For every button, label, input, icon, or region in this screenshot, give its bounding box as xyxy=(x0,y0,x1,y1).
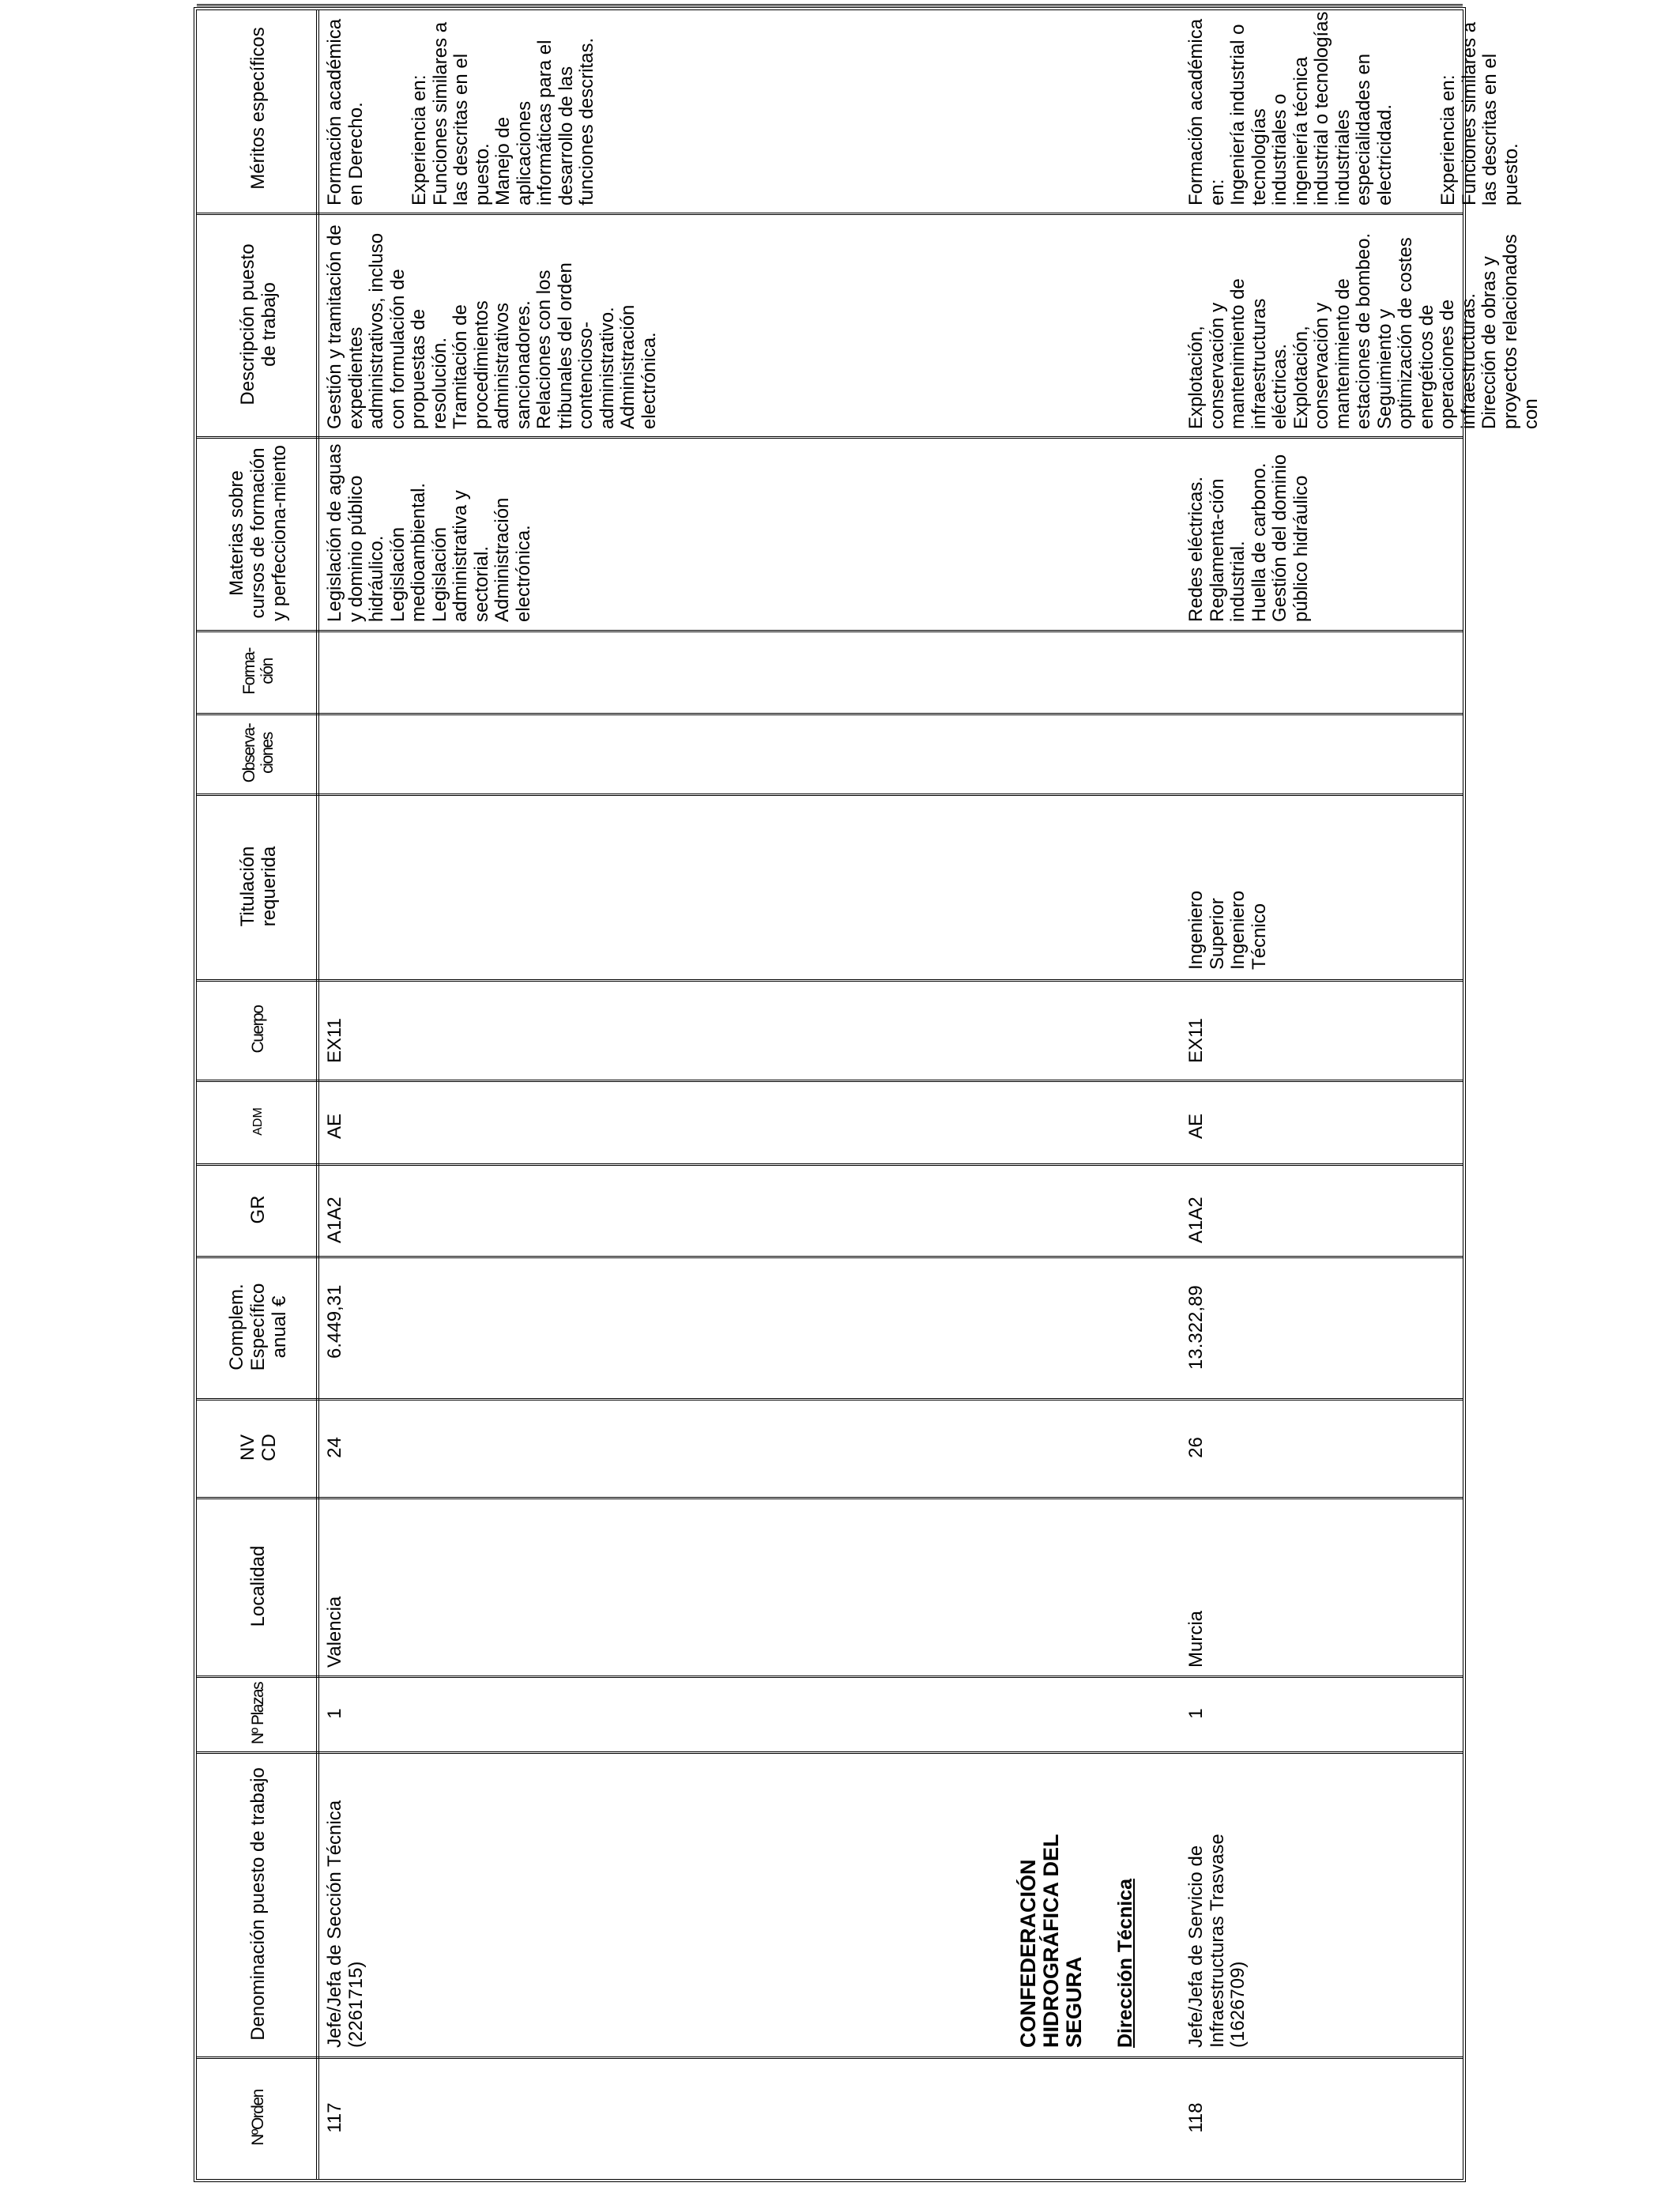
header-complemento: Complem. Específico anual € xyxy=(226,1283,290,1371)
col-adm xyxy=(197,1080,1463,1163)
section-subtitle: Dirección Técnica xyxy=(1114,1879,1136,2048)
row-grupo: A1A2 xyxy=(324,1197,345,1243)
col-titulacion xyxy=(197,794,1463,979)
row-meritos xyxy=(1186,7,1522,209)
row-meritos xyxy=(325,7,598,209)
header-observaciones: Observa-ciones xyxy=(239,723,277,783)
header-meritos: Méritos específicos xyxy=(247,27,269,190)
descripcion-item: Relaciones con los tribunales del orden contencioso-administrativo. xyxy=(533,262,618,429)
merito-item: Manejo de aplicaciones informáticas para el desarrollo de las funciones descritas. xyxy=(492,37,597,205)
materia-item: Huella de carbono. xyxy=(1248,462,1270,622)
header-adm: ADM xyxy=(251,1107,265,1136)
merito-item: Funciones similares a las descritas en el puesto. xyxy=(429,21,493,205)
row-adm: AE xyxy=(324,1113,345,1139)
row-descripcion xyxy=(1186,214,1543,432)
header-orden: NºOrden xyxy=(249,2090,267,2146)
header-denominacion: Denominación puesto de trabajo xyxy=(247,1767,269,2041)
col-grupo xyxy=(197,1163,1463,1256)
col-localidad xyxy=(197,1497,1463,1676)
descripcion-item: Administración electrónica. xyxy=(617,304,660,429)
descripcion-item: Explotación, conservación y mantenimiento de infraestructuras eléctricas. xyxy=(1185,278,1290,429)
row-localidad: Valencia xyxy=(324,1596,345,1668)
descripcion-item: Seguimiento y optimización de costes energéticos de operaciones de infraestructuras. xyxy=(1373,237,1479,429)
row-grupo: A1A2 xyxy=(1185,1197,1207,1243)
titulacion-line: Ingeniero Superior xyxy=(1185,890,1228,970)
col-plazas xyxy=(197,1676,1463,1751)
row-orden: 118 xyxy=(1185,2102,1207,2133)
header-nivel: NV CD xyxy=(236,1434,280,1461)
header-descripcion: Descripción puesto de trabajo xyxy=(236,243,280,405)
descripcion-item: Dirección de obras y proyectos relacionados con xyxy=(1478,234,1542,429)
positions-table xyxy=(194,7,1542,2182)
merito-item: Experiencia en: xyxy=(1437,74,1459,205)
table-header xyxy=(197,10,319,2179)
materia-item: Reglamenta-ción industrial. xyxy=(1206,478,1249,622)
row-titulacion xyxy=(1186,854,1270,973)
descripcion-item: Tramitación de procedimientos administrativos sancionadores. xyxy=(450,300,534,429)
header-plazas: Nº Plazas xyxy=(249,1682,267,1745)
descripcion-item: Gestión y tramitación de expedientes administrativos, incluso con formulación de propuestas de resolución. xyxy=(324,224,450,429)
descripcion-item: Explotación, conservación y mantenimiento de estaciones de bombeo. xyxy=(1290,232,1374,429)
row-denominacion: Jefe/Jefa de Sección Técnica (2261715) xyxy=(324,1800,367,2048)
row-descripcion xyxy=(325,214,660,432)
header-cuerpo: Cuerpo xyxy=(249,1005,267,1054)
col-denominacion xyxy=(197,1751,1463,2056)
row-localidad: Murcia xyxy=(1185,1610,1207,1668)
header-titulacion: Titulación requerida xyxy=(236,846,280,927)
merito-item: Formación académica en Derecho. xyxy=(324,18,367,205)
row-materias xyxy=(1186,439,1312,625)
row-adm: AE xyxy=(1185,1113,1207,1139)
row-cuerpo: EX11 xyxy=(1185,1018,1207,1063)
merito-item: Ingeniería industrial o tecnologías industriales o ingeniería técnica industrial o tecnologías industriales especialidades en electricidad. xyxy=(1227,11,1396,205)
header-grupo: GR xyxy=(247,1195,269,1224)
row-nivel: 26 xyxy=(1185,1437,1207,1458)
materia-item: Legislación de aguas y dominio público hidráulico. xyxy=(324,443,387,622)
row-orden: 117 xyxy=(324,2102,345,2133)
row-complemento: 6.449,31 xyxy=(324,1284,345,1359)
col-complemento xyxy=(197,1256,1463,1398)
merito-item: Formación académica en: xyxy=(1185,18,1228,205)
titulacion-line: Ingeniero Técnico xyxy=(1227,890,1270,970)
row-plazas: 1 xyxy=(324,1708,345,1719)
materia-item: Legislación administrativa y sectorial. xyxy=(428,490,492,622)
merito-item: Experiencia en: xyxy=(409,74,430,205)
row-plazas: 1 xyxy=(1185,1708,1207,1719)
header-materias: Materias sobre cursos de formación y perfecciona-miento xyxy=(226,445,290,621)
col-observaciones xyxy=(197,713,1463,794)
row-materias xyxy=(325,439,534,625)
header-formacion: Forma-ción xyxy=(239,648,277,695)
materia-item: Redes eléctricas. xyxy=(1185,476,1207,622)
row-cuerpo: EX11 xyxy=(324,1018,345,1063)
merito-item: Funciones similares a las descritas en el puesto. xyxy=(1458,21,1522,205)
col-orden xyxy=(197,2056,1463,2179)
materia-item: Administración electrónica. xyxy=(492,497,534,622)
col-cuerpo xyxy=(197,979,1463,1080)
row-complemento: 13.322,89 xyxy=(1185,1285,1207,1370)
row-denominacion: Jefe/Jefa de Servicio de Infraestructuras Trasvase (1626709) xyxy=(1185,1834,1249,2048)
materia-item: Legislación medioambiental. xyxy=(386,482,429,622)
header-localidad: Localidad xyxy=(247,1545,269,1627)
section-title: CONFEDERACIÓN HIDROGRÁFICA DEL SEGURA xyxy=(1016,1834,1086,2048)
materia-item: Gestión del dominio público hidráulico xyxy=(1269,454,1312,622)
row-nivel: 24 xyxy=(324,1437,345,1458)
col-formacion xyxy=(197,630,1463,713)
col-nivel xyxy=(197,1398,1463,1497)
